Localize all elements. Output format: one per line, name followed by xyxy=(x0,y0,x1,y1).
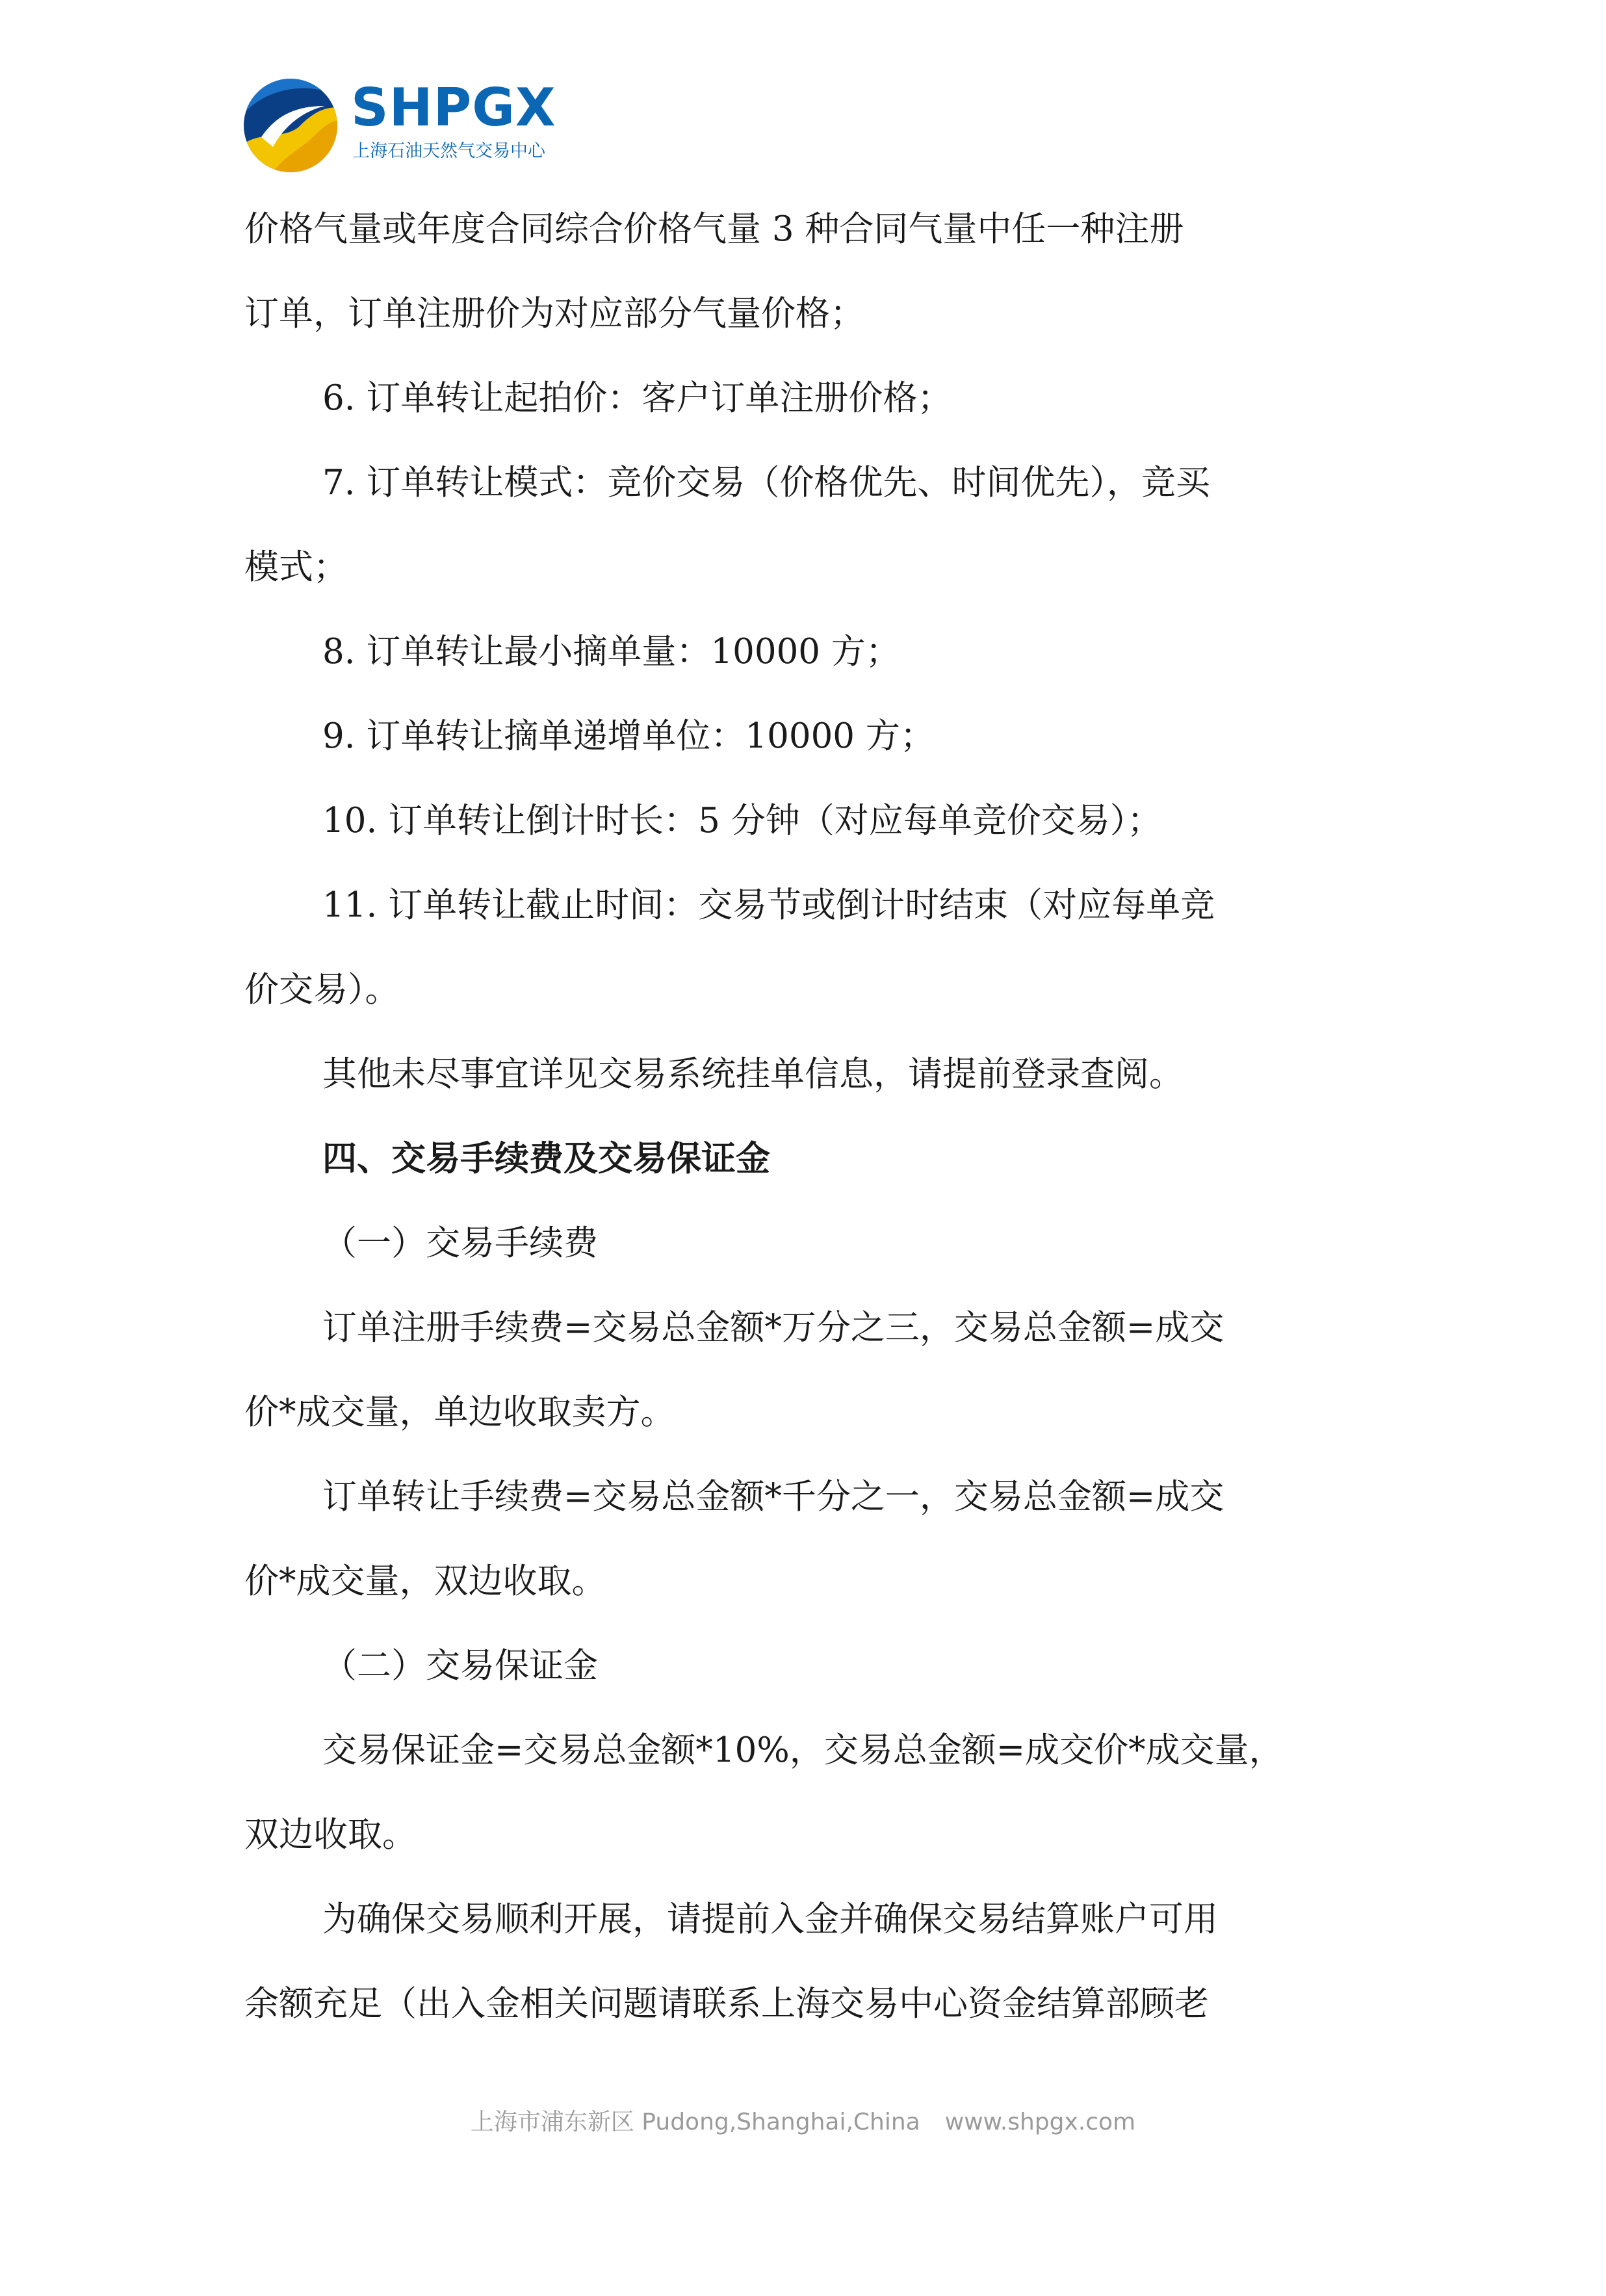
paragraph-line: 订单转让手续费=交易总金额*千分之一，交易总金额=成交 xyxy=(322,1477,1224,1517)
paragraph-line: 为确保交易顺利开展，请提前入金并确保交易结算账户可用 xyxy=(322,1899,1218,1939)
paragraph-line: 余额充足（出入金相关问题请联系上海交易中心资金结算部顾老 xyxy=(244,1984,1209,2024)
page-footer xyxy=(0,2106,1606,2139)
subsection-heading: （二）交易保证金 xyxy=(322,1646,598,1686)
subsection-heading: （一）交易手续费 xyxy=(322,1223,598,1263)
paragraph-line: 订单，订单注册价为对应部分气量价格； xyxy=(244,294,864,333)
list-item-8: 8. 订单转让最小摘单量：10000 方； xyxy=(322,632,900,672)
logo-brand-text: SHPGX xyxy=(351,77,556,138)
paragraph-line: 价*成交量，单边收取卖方。 xyxy=(244,1392,675,1432)
paragraph-line: 价格气量或年度合同综合价格气量 3 种合同气量中任一种注册 xyxy=(244,209,1184,249)
paragraph-line: 订单注册手续费=交易总金额*万分之三，交易总金额=成交 xyxy=(322,1308,1224,1348)
paragraph-line: 价交易）。 xyxy=(244,970,400,1010)
paragraph-line: 价*成交量，双边收取。 xyxy=(244,1561,606,1601)
paragraph-line: 模式； xyxy=(244,547,348,587)
list-item-9: 9. 订单转让摘单递增单位：10000 方； xyxy=(322,716,935,756)
logo-subtitle: 上海石油天然气交易中心 xyxy=(352,141,545,161)
shpgx-logo-icon xyxy=(242,77,339,174)
list-item-6: 6. 订单转让起拍价：客户订单注册价格； xyxy=(322,378,952,418)
paragraph-line: 交易保证金=交易总金额*10%，交易总金额=成交价*成交量， xyxy=(322,1730,1284,1770)
list-item-10: 10. 订单转让倒计时长：5 分钟（对应每单竞价交易）； xyxy=(322,801,1162,841)
list-item-7: 7. 订单转让模式：竞价交易（价格优先、时间优先），竞买 xyxy=(322,463,1210,502)
shpgx-logo xyxy=(242,73,567,177)
footer-website: www.shpgx.com xyxy=(944,2109,1136,2135)
section-heading: 四、交易手续费及交易保证金 xyxy=(322,1139,770,1179)
paragraph-line: 其他未尽事宜详见交易系统挂单信息，请提前登录查阅。 xyxy=(322,1054,1184,1094)
footer-address: 上海市浦东新区 Pudong,Shanghai,China xyxy=(470,2109,920,2135)
paragraph-line: 双边收取。 xyxy=(244,1815,417,1855)
list-item-11: 11. 订单转让截止时间：交易节或倒计时结束（对应每单竞 xyxy=(322,885,1215,925)
